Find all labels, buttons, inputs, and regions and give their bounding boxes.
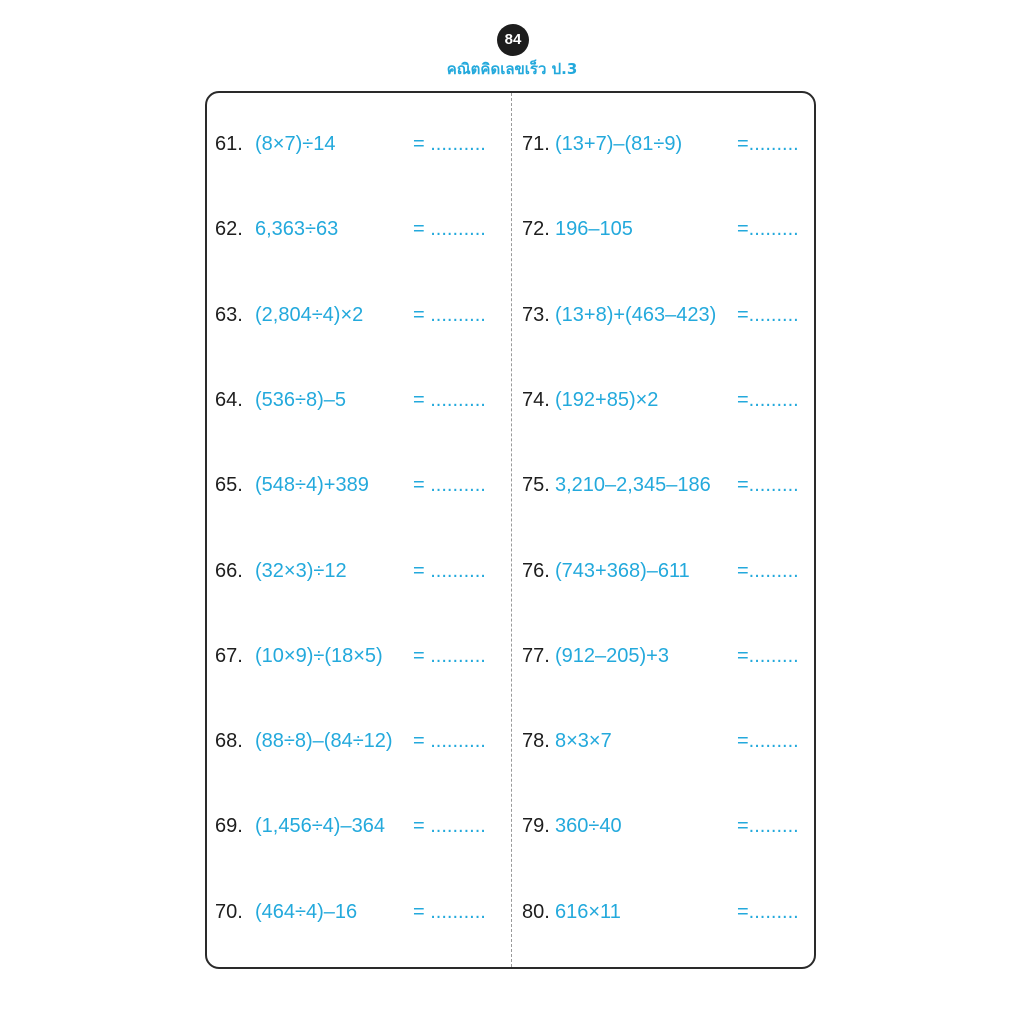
answer-blank[interactable]: = .......... (413, 815, 486, 837)
problem-expression: 3,210–2,345–186 (555, 474, 711, 496)
problem-number: 80. (522, 901, 550, 923)
answer-blank[interactable]: =......... (737, 218, 799, 240)
answer-blank[interactable]: =......... (737, 645, 799, 667)
problem-expression: 616×11 (555, 901, 621, 923)
problem-expression: (1,456÷4)–364 (255, 815, 385, 837)
answer-blank[interactable]: = .......... (413, 389, 486, 411)
answer-blank[interactable]: = .......... (413, 133, 486, 155)
problem-number: 72. (522, 218, 550, 240)
problem-expression: (88÷8)–(84÷12) (255, 730, 393, 752)
problem-row (522, 300, 820, 330)
answer-blank[interactable]: = .......... (413, 474, 486, 496)
problem-expression: (2,804÷4)×2 (255, 304, 364, 326)
answer-blank[interactable]: = .......... (413, 730, 486, 752)
answer-blank[interactable]: = .......... (413, 645, 486, 667)
problem-row (522, 811, 820, 841)
problem-row (215, 897, 505, 927)
problem-number: 76. (522, 560, 550, 582)
problem-row (522, 897, 820, 927)
problem-row (215, 726, 505, 756)
problem-row (522, 556, 820, 586)
answer-blank[interactable]: =......... (737, 730, 799, 752)
answer-blank[interactable]: = .......... (413, 304, 486, 326)
problem-number: 62. (215, 218, 243, 240)
problem-number: 63. (215, 304, 243, 326)
problem-expression: (32×3)÷12 (255, 560, 347, 582)
column-divider (511, 93, 512, 967)
problem-row (215, 470, 505, 500)
problem-number: 77. (522, 645, 550, 667)
answer-blank[interactable]: = .......... (413, 218, 486, 240)
answer-blank[interactable]: = .......... (413, 901, 486, 923)
problem-row (522, 385, 820, 415)
answer-blank[interactable]: =......... (737, 560, 799, 582)
problem-row (215, 811, 505, 841)
problem-expression: (464÷4)–16 (255, 901, 358, 923)
problem-number: 68. (215, 730, 243, 752)
page-number-badge: 84 (497, 24, 529, 56)
problem-row (522, 641, 820, 671)
problem-number: 61. (215, 133, 243, 155)
problem-number: 71. (522, 133, 550, 155)
problem-number: 70. (215, 901, 243, 923)
problem-row (215, 385, 505, 415)
problem-row (215, 641, 505, 671)
problem-expression: (548÷4)+389 (255, 474, 369, 496)
problem-number: 67. (215, 645, 243, 667)
problem-row (522, 470, 820, 500)
problem-row (215, 556, 505, 586)
answer-blank[interactable]: =......... (737, 389, 799, 411)
problem-number: 73. (522, 304, 550, 326)
answer-blank[interactable]: =......... (737, 304, 799, 326)
problem-expression: 196–105 (555, 218, 633, 240)
problem-number: 75. (522, 474, 550, 496)
problem-expression: (8×7)÷14 (255, 133, 336, 155)
answer-blank[interactable]: =......... (737, 474, 799, 496)
problem-row (215, 214, 505, 244)
answer-blank[interactable]: = .......... (413, 560, 486, 582)
problem-number: 78. (522, 730, 550, 752)
problem-number: 74. (522, 389, 550, 411)
problem-expression: (13+7)–(81÷9) (555, 133, 683, 155)
problem-expression: (743+368)–611 (555, 560, 690, 582)
answer-blank[interactable]: =......... (737, 815, 799, 837)
problem-row (215, 129, 505, 159)
answer-blank[interactable]: =......... (737, 901, 799, 923)
problem-expression: 6,363÷63 (255, 218, 339, 240)
problem-expression: (192+85)×2 (555, 389, 659, 411)
problem-expression: (10×9)÷(18×5) (255, 645, 383, 667)
problem-row (522, 726, 820, 756)
problem-row (215, 300, 505, 330)
problem-number: 79. (522, 815, 550, 837)
problem-expression: (912–205)+3 (555, 645, 669, 667)
problem-row (522, 129, 820, 159)
book-title: คณิตคิดเลขเร็ว ป.3 (446, 60, 578, 78)
problem-row (522, 214, 820, 244)
problem-number: 66. (215, 560, 243, 582)
answer-blank[interactable]: =......... (737, 133, 799, 155)
problem-number: 65. (215, 474, 243, 496)
problem-expression: 8×3×7 (555, 730, 612, 752)
problem-number: 69. (215, 815, 243, 837)
problem-expression: (536÷8)–5 (255, 389, 347, 411)
problem-number: 64. (215, 389, 243, 411)
problem-expression: (13+8)+(463–423) (555, 304, 717, 326)
problem-expression: 360÷40 (555, 815, 622, 837)
